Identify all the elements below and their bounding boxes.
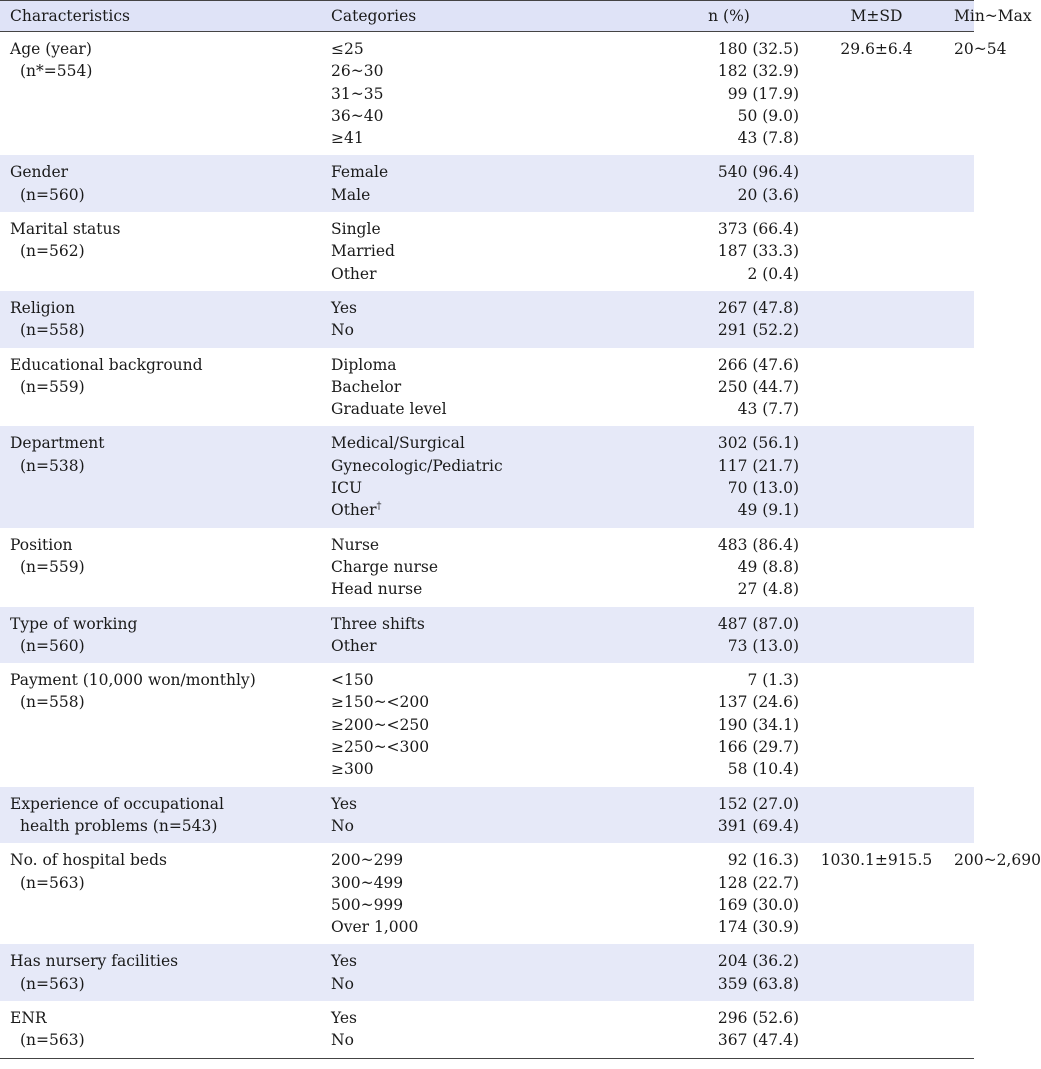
n-pct-value: 128 (22.7) bbox=[717, 873, 799, 892]
category-label bbox=[331, 477, 569, 499]
category-text: Nurse bbox=[331, 535, 380, 554]
characteristic-label: Marital status bbox=[10, 220, 121, 239]
characteristic-cell bbox=[0, 843, 321, 944]
category-label bbox=[331, 556, 569, 578]
category-text: Yes bbox=[331, 952, 358, 971]
category-text: <150 bbox=[331, 671, 374, 690]
characteristic-label: Payment (10,000 won/monthly) bbox=[10, 671, 256, 690]
category-text: Yes bbox=[331, 1008, 358, 1027]
n-pct-cell bbox=[569, 291, 799, 348]
category-label bbox=[331, 894, 569, 916]
table-row bbox=[0, 212, 974, 291]
n-pct-value: 49 (8.8) bbox=[737, 557, 799, 576]
category-label bbox=[331, 376, 569, 398]
category-label bbox=[331, 105, 569, 127]
category-label bbox=[331, 38, 569, 60]
category-label bbox=[331, 916, 569, 938]
m-sd-cell bbox=[799, 1001, 954, 1058]
n-pct-value: 487 (87.0) bbox=[717, 614, 799, 633]
categories-cell bbox=[321, 1001, 569, 1058]
category-label bbox=[331, 455, 569, 477]
category-text: No bbox=[331, 321, 354, 340]
category-text: Other bbox=[331, 264, 377, 283]
category-text: No bbox=[331, 1031, 354, 1050]
n-pct-value: 70 (13.0) bbox=[727, 479, 799, 498]
category-text: ≥200~<250 bbox=[331, 715, 430, 734]
category-text: No bbox=[331, 816, 354, 835]
category-label bbox=[331, 849, 569, 871]
n-pct-value: 50 (9.0) bbox=[737, 106, 799, 125]
n-pct-value: 483 (86.4) bbox=[717, 535, 799, 554]
category-label bbox=[331, 815, 569, 837]
table-row bbox=[0, 944, 974, 1001]
n-pct-value: 99 (17.9) bbox=[727, 84, 799, 103]
category-label bbox=[331, 499, 569, 521]
min-max-cell bbox=[954, 291, 974, 348]
min-max-cell bbox=[954, 528, 974, 607]
categories-cell bbox=[321, 528, 569, 607]
n-pct-value: 540 (96.4) bbox=[717, 163, 799, 182]
n-pct-value: 291 (52.2) bbox=[717, 321, 799, 340]
characteristic-label: No. of hospital beds bbox=[10, 851, 167, 870]
category-text: 26~30 bbox=[331, 62, 384, 81]
n-pct-value: 73 (13.0) bbox=[727, 636, 799, 655]
category-text: Head nurse bbox=[331, 580, 423, 599]
category-text: Married bbox=[331, 242, 395, 261]
min-max-cell bbox=[954, 944, 974, 1001]
n-pct-value: 43 (7.8) bbox=[737, 129, 799, 148]
characteristic-cell bbox=[0, 32, 321, 156]
n-pct-value: 58 (10.4) bbox=[727, 760, 799, 779]
m-sd-cell bbox=[799, 155, 954, 212]
category-label bbox=[331, 669, 569, 691]
characteristic-label: Department bbox=[10, 434, 105, 453]
n-pct-value: 296 (52.6) bbox=[717, 1008, 799, 1027]
n-pct-value: 117 (21.7) bbox=[717, 456, 799, 475]
category-label bbox=[331, 950, 569, 972]
category-text: Single bbox=[331, 220, 381, 239]
category-text: Male bbox=[331, 185, 371, 204]
table-row bbox=[0, 787, 974, 844]
category-text: 36~40 bbox=[331, 106, 384, 125]
table-body bbox=[0, 32, 1041, 1059]
m-sd-cell bbox=[799, 348, 954, 427]
n-pct-value: 266 (47.6) bbox=[717, 355, 799, 374]
category-text: Gynecologic/Pediatric bbox=[331, 456, 503, 475]
characteristic-n: (n=559) bbox=[20, 377, 85, 396]
n-pct-value: 27 (4.8) bbox=[737, 580, 799, 599]
category-label bbox=[331, 714, 569, 736]
header-characteristics: Characteristics bbox=[0, 1, 321, 32]
category-text: ≥41 bbox=[331, 129, 364, 148]
n-pct-value: 166 (29.7) bbox=[717, 738, 799, 757]
category-label bbox=[331, 793, 569, 815]
categories-cell bbox=[321, 426, 569, 527]
table-row bbox=[0, 426, 974, 527]
characteristic-label: Educational background bbox=[10, 355, 203, 374]
n-pct-value: 373 (66.4) bbox=[717, 220, 799, 239]
category-text: No bbox=[331, 974, 354, 993]
category-text: ≥150~<200 bbox=[331, 693, 430, 712]
table-row bbox=[0, 155, 974, 212]
n-pct-cell bbox=[569, 1001, 799, 1058]
categories-cell bbox=[321, 155, 569, 212]
categories-cell bbox=[321, 348, 569, 427]
table-row bbox=[0, 32, 974, 156]
characteristic-n: (n*=554) bbox=[20, 62, 93, 81]
category-label bbox=[331, 218, 569, 240]
category-label bbox=[331, 319, 569, 341]
n-pct-value: 182 (32.9) bbox=[717, 62, 799, 81]
categories-cell bbox=[321, 32, 569, 156]
category-text: Graduate level bbox=[331, 400, 447, 419]
category-label bbox=[331, 578, 569, 600]
characteristic-cell bbox=[0, 291, 321, 348]
characteristic-n: (n=560) bbox=[20, 185, 85, 204]
min-max-cell bbox=[954, 787, 974, 844]
n-pct-value: 169 (30.0) bbox=[717, 895, 799, 914]
table-header-row bbox=[0, 1, 974, 32]
n-pct-value: 152 (27.0) bbox=[717, 794, 799, 813]
category-text: Yes bbox=[331, 298, 358, 317]
category-text: Other bbox=[331, 636, 377, 655]
header-categories: Categories bbox=[321, 1, 569, 32]
n-pct-cell bbox=[569, 944, 799, 1001]
category-text: Bachelor bbox=[331, 377, 402, 396]
category-label bbox=[331, 973, 569, 995]
characteristic-label: ENR bbox=[10, 1008, 47, 1027]
characteristic-n: (n=562) bbox=[20, 242, 85, 261]
dagger-footnote-mark: † bbox=[376, 501, 382, 513]
n-pct-cell bbox=[569, 607, 799, 664]
category-text: ≥250~<300 bbox=[331, 738, 430, 757]
table-row bbox=[0, 843, 974, 944]
category-label bbox=[331, 758, 569, 780]
category-label bbox=[331, 691, 569, 713]
min-max-cell bbox=[954, 426, 974, 527]
characteristic-cell bbox=[0, 528, 321, 607]
n-pct-value: 302 (56.1) bbox=[717, 434, 799, 453]
category-label bbox=[331, 635, 569, 657]
categories-cell bbox=[321, 944, 569, 1001]
category-text: Over 1,000 bbox=[331, 918, 419, 937]
characteristic-n: health problems (n=543) bbox=[20, 816, 218, 835]
n-pct-cell bbox=[569, 155, 799, 212]
category-text: ICU bbox=[331, 479, 363, 498]
categories-cell bbox=[321, 607, 569, 664]
m-sd-cell bbox=[799, 291, 954, 348]
characteristic-cell bbox=[0, 212, 321, 291]
min-max-cell: 20~54 bbox=[954, 40, 1007, 58]
n-pct-cell bbox=[569, 32, 799, 156]
category-text: Diploma bbox=[331, 355, 397, 374]
category-label bbox=[331, 1029, 569, 1051]
table-row bbox=[0, 348, 974, 427]
n-pct-value: 190 (34.1) bbox=[717, 715, 799, 734]
n-pct-value: 7 (1.3) bbox=[747, 671, 799, 690]
characteristic-label: Age (year) bbox=[10, 40, 92, 58]
n-pct-cell bbox=[569, 528, 799, 607]
characteristic-cell bbox=[0, 607, 321, 664]
category-text: 500~999 bbox=[331, 895, 404, 914]
n-pct-value: 43 (7.7) bbox=[737, 400, 799, 419]
category-label bbox=[331, 263, 569, 285]
characteristic-cell bbox=[0, 663, 321, 786]
characteristic-cell bbox=[0, 426, 321, 527]
n-pct-value: 359 (63.8) bbox=[717, 974, 799, 993]
n-pct-value: 2 (0.4) bbox=[747, 264, 799, 283]
n-pct-value: 267 (47.8) bbox=[717, 298, 799, 317]
category-label bbox=[331, 83, 569, 105]
characteristic-label: Has nursery facilities bbox=[10, 952, 179, 971]
category-label bbox=[331, 240, 569, 262]
min-max-cell bbox=[954, 1001, 974, 1058]
characteristic-cell bbox=[0, 1001, 321, 1058]
characteristic-n: (n=559) bbox=[20, 557, 85, 576]
min-max-cell bbox=[954, 348, 974, 427]
table-row bbox=[0, 663, 974, 786]
characteristic-n: (n=558) bbox=[20, 321, 85, 340]
category-text: Other bbox=[331, 501, 377, 520]
n-pct-value: 20 (3.6) bbox=[737, 185, 799, 204]
min-max-cell bbox=[954, 663, 974, 786]
characteristic-n: (n=560) bbox=[20, 636, 85, 655]
characteristic-label: Position bbox=[10, 535, 73, 554]
characteristic-label: Type of working bbox=[10, 614, 138, 633]
categories-cell bbox=[321, 663, 569, 786]
categories-cell bbox=[321, 291, 569, 348]
category-label bbox=[331, 127, 569, 149]
category-label bbox=[331, 1007, 569, 1029]
category-label bbox=[331, 613, 569, 635]
characteristic-cell bbox=[0, 348, 321, 427]
m-sd-cell bbox=[799, 944, 954, 1001]
n-pct-value: 180 (32.5) bbox=[717, 40, 799, 58]
characteristic-n: (n=558) bbox=[20, 693, 85, 712]
category-text: Charge nurse bbox=[331, 557, 439, 576]
m-sd-cell: 29.6±6.4 bbox=[840, 40, 913, 58]
table-row bbox=[0, 1001, 974, 1058]
n-pct-cell bbox=[569, 663, 799, 786]
characteristic-label: Experience of occupational bbox=[10, 794, 224, 813]
category-text: Female bbox=[331, 163, 389, 182]
n-pct-value: 250 (44.7) bbox=[717, 377, 799, 396]
category-label bbox=[331, 297, 569, 319]
m-sd-cell bbox=[799, 528, 954, 607]
characteristic-n: (n=563) bbox=[20, 1031, 85, 1050]
n-pct-cell bbox=[569, 426, 799, 527]
min-max-cell bbox=[954, 607, 974, 664]
n-pct-cell bbox=[569, 348, 799, 427]
n-pct-value: 391 (69.4) bbox=[717, 816, 799, 835]
m-sd-cell bbox=[799, 787, 954, 844]
header-min-max: Min~Max bbox=[954, 1, 974, 32]
m-sd-cell bbox=[799, 426, 954, 527]
category-label bbox=[331, 184, 569, 206]
n-pct-cell bbox=[569, 787, 799, 844]
characteristic-n: (n=538) bbox=[20, 456, 85, 475]
n-pct-value: 92 (16.3) bbox=[727, 851, 799, 870]
category-text: ≥300 bbox=[331, 760, 374, 779]
category-label bbox=[331, 398, 569, 420]
characteristic-cell bbox=[0, 944, 321, 1001]
category-label bbox=[331, 736, 569, 758]
characteristic-label: Gender bbox=[10, 163, 69, 182]
min-max-cell: 200~2,690 bbox=[954, 851, 1041, 870]
table-row bbox=[0, 528, 974, 607]
n-pct-value: 187 (33.3) bbox=[717, 242, 799, 261]
m-sd-cell bbox=[799, 663, 954, 786]
characteristic-cell bbox=[0, 155, 321, 212]
category-text: Yes bbox=[331, 794, 358, 813]
m-sd-cell: 1030.1±915.5 bbox=[820, 851, 933, 870]
category-label bbox=[331, 60, 569, 82]
characteristic-n: (n=563) bbox=[20, 974, 85, 993]
category-text: ≤25 bbox=[331, 40, 364, 58]
categories-cell bbox=[321, 212, 569, 291]
n-pct-value: 204 (36.2) bbox=[717, 952, 799, 971]
category-text: 200~299 bbox=[331, 851, 404, 870]
header-m-sd: M±SD bbox=[799, 1, 954, 32]
n-pct-cell bbox=[569, 843, 799, 944]
min-max-cell bbox=[954, 212, 974, 291]
category-label bbox=[331, 432, 569, 454]
min-max-cell bbox=[954, 155, 974, 212]
n-pct-value: 367 (47.4) bbox=[717, 1031, 799, 1050]
characteristic-n: (n=563) bbox=[20, 873, 85, 892]
categories-cell bbox=[321, 787, 569, 844]
table-row bbox=[0, 291, 974, 348]
m-sd-cell bbox=[799, 212, 954, 291]
category-text: 31~35 bbox=[331, 84, 384, 103]
header-n-pct: n (%) bbox=[569, 1, 799, 32]
characteristic-cell bbox=[0, 787, 321, 844]
n-pct-value: 49 (9.1) bbox=[737, 501, 799, 520]
table-row bbox=[0, 607, 974, 664]
category-text: 300~499 bbox=[331, 873, 404, 892]
m-sd-cell bbox=[799, 607, 954, 664]
characteristic-label: Religion bbox=[10, 298, 75, 317]
category-label bbox=[331, 354, 569, 376]
n-pct-value: 174 (30.9) bbox=[717, 918, 799, 937]
n-pct-cell bbox=[569, 212, 799, 291]
category-label bbox=[331, 534, 569, 556]
category-text: Three shifts bbox=[331, 614, 425, 633]
categories-cell bbox=[321, 843, 569, 944]
category-label bbox=[331, 161, 569, 183]
category-label bbox=[331, 872, 569, 894]
n-pct-value: 137 (24.6) bbox=[717, 693, 799, 712]
category-text: Medical/Surgical bbox=[331, 434, 465, 453]
